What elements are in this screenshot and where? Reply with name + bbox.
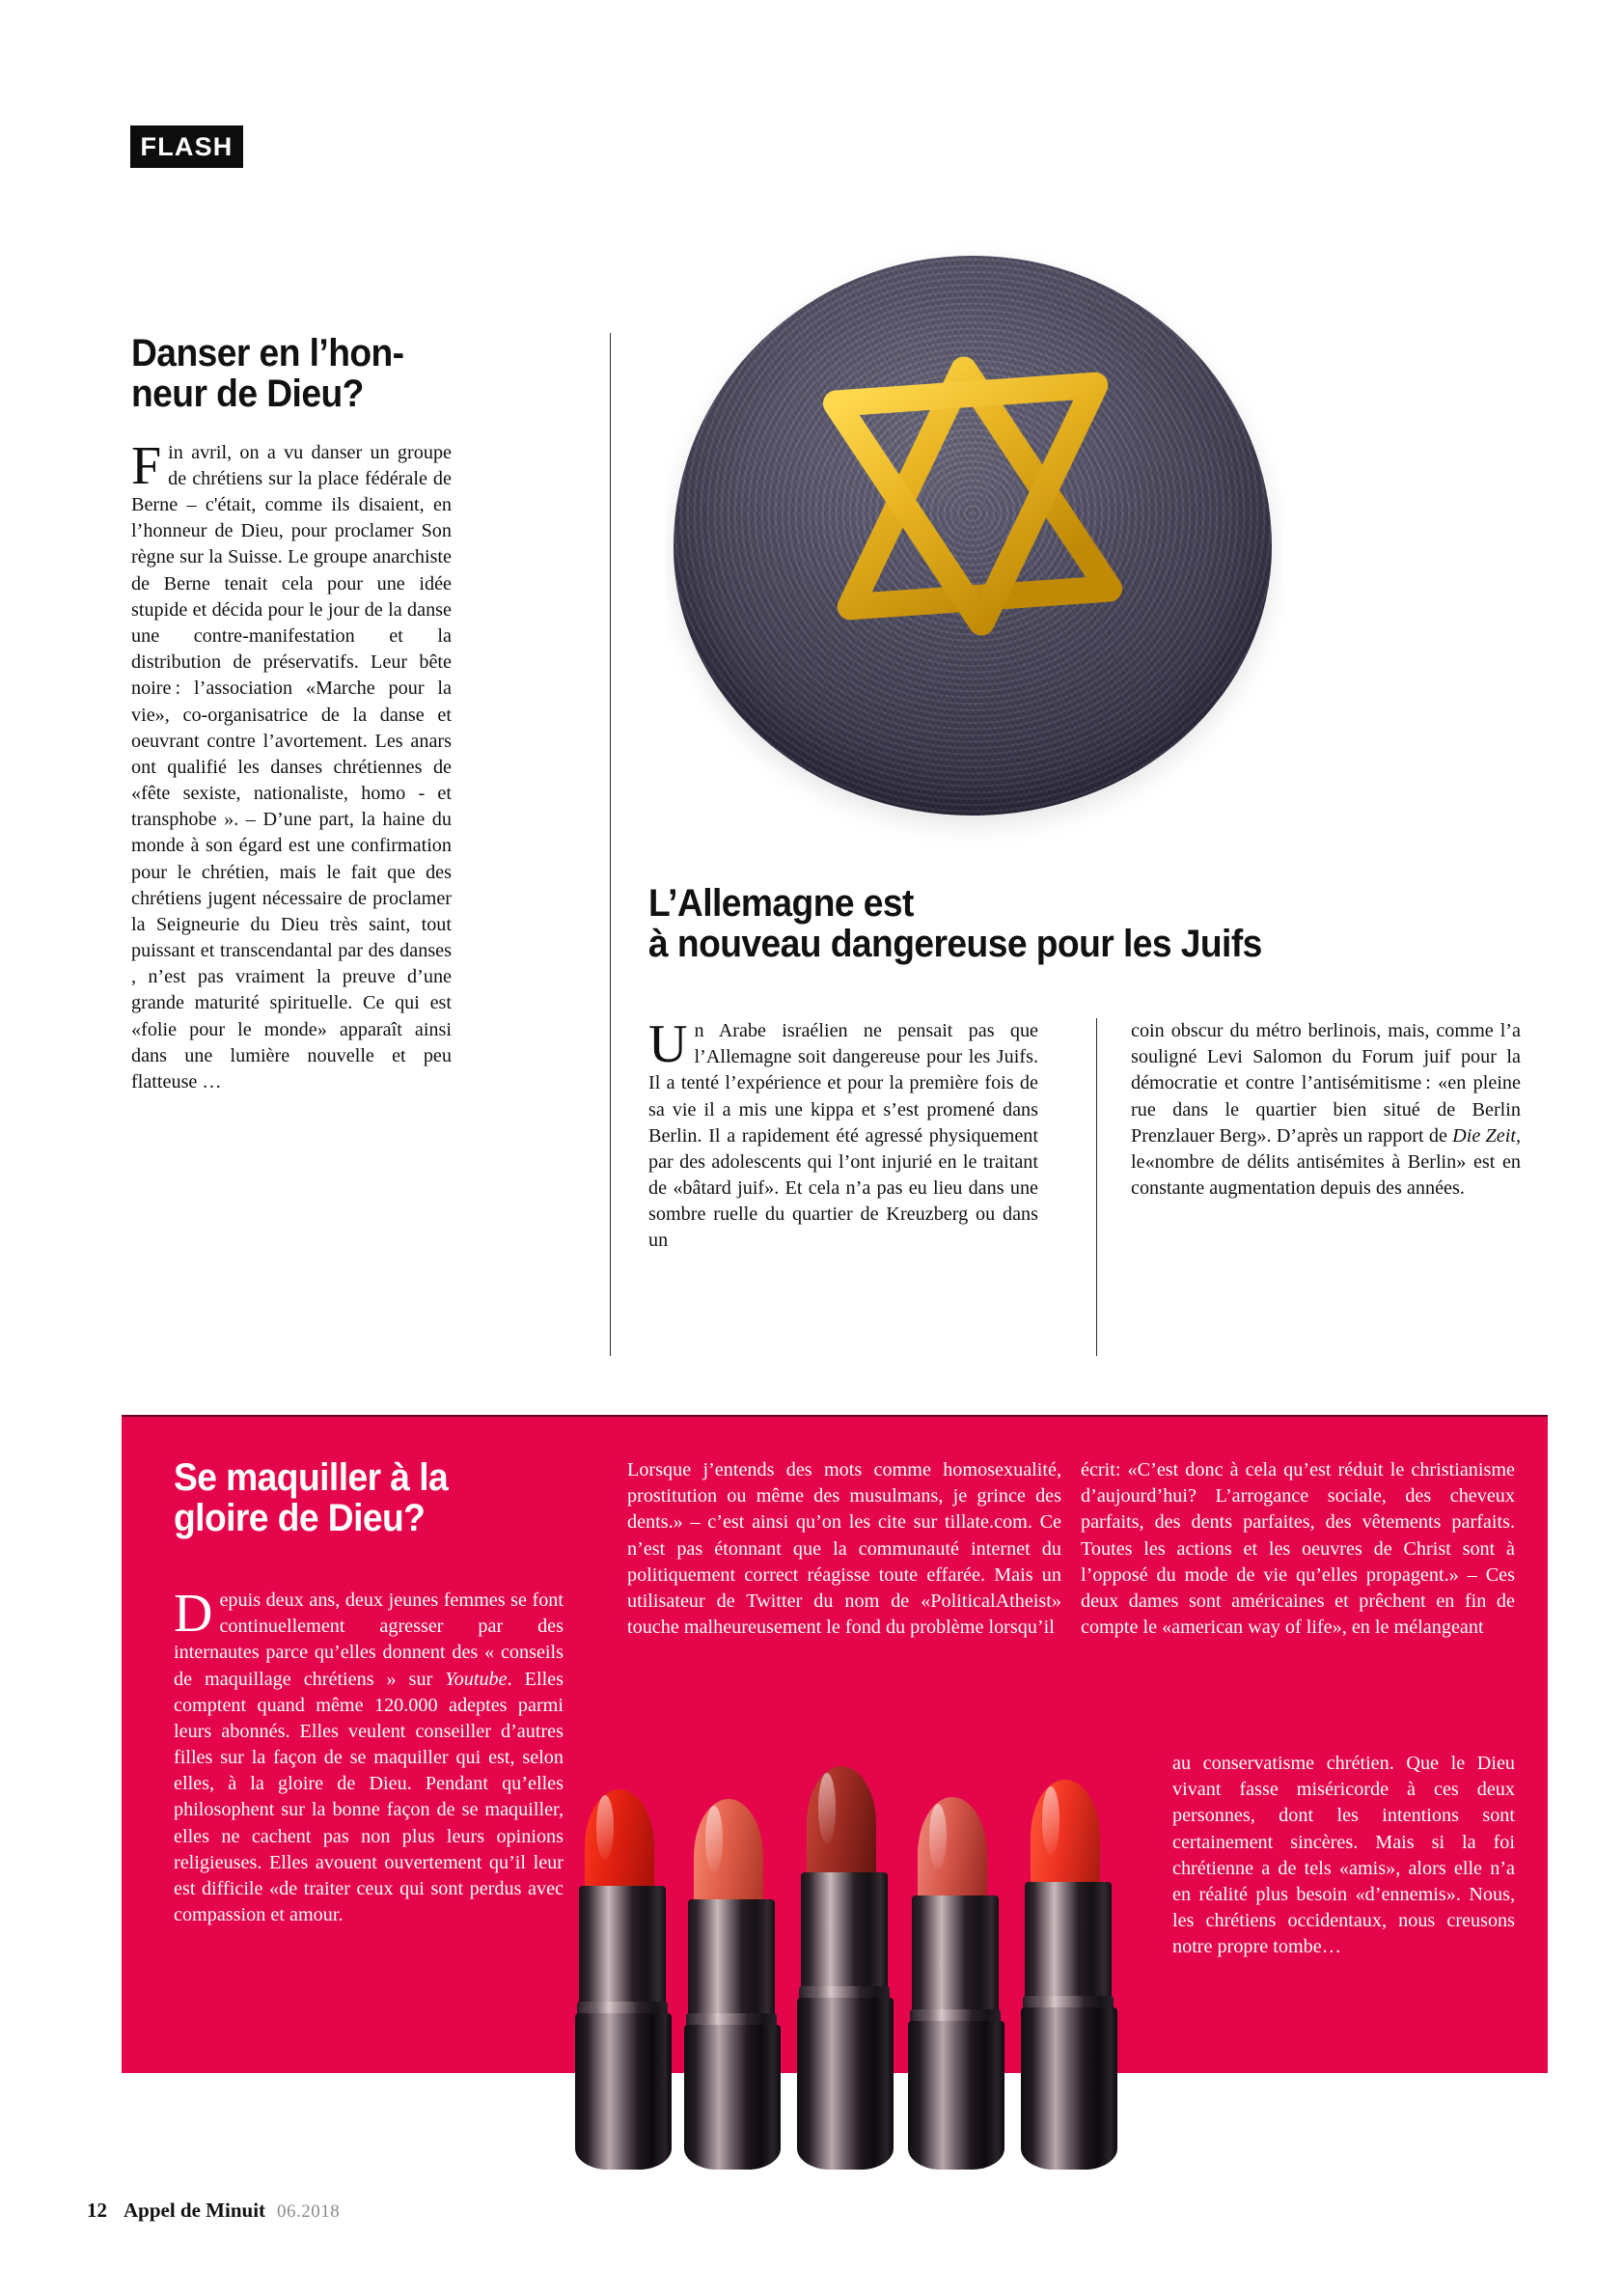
lipstick-bullet-4 xyxy=(918,1797,987,1903)
headline-line-1: Se maquiller à la xyxy=(174,1456,449,1499)
col2-citation-italic: Die Zeit, xyxy=(1452,1124,1521,1147)
article-maquiller-col3-top: écrit: «C’est donc à cela qu’est réduit le christianisme d’aujourd’hui? L’arrogance sociale, des cheveux parfaits, des dents parfaites, des vêtements parfaits. Toutes les actions et les oeuvres de Christ sont à l’opposé du mode de vie qu’elles propagent.» – Ces deux dames sont américaines et prêchent en fin de compte le «american way of life», en le mélangeant xyxy=(1081,1459,1515,1639)
lipstick-2 xyxy=(684,1785,781,2170)
article-allemagne-header xyxy=(648,883,1555,965)
lipstick-5 xyxy=(1021,1764,1117,2170)
headline-line-1: L’Allemagne est xyxy=(648,882,914,925)
lipstick-bullet-2 xyxy=(694,1799,763,1907)
col1-text-pre: Depuis deux ans, deux jeunes femmes se font continuellement agresser par des internautes parce qu’elles donnent des « conseils de maquillage chrétiens » sur xyxy=(174,1584,564,1690)
column-divider xyxy=(610,333,611,1356)
footer-page-number: 12 xyxy=(87,2199,107,2222)
lipstick-tube-base-3 xyxy=(797,1998,894,2170)
lipstick-bullet-1 xyxy=(585,1789,654,1894)
article-maquiller-header xyxy=(174,1457,589,1539)
article-maquiller-headline xyxy=(174,1457,560,1539)
headline-line-2: neur de Dieu? xyxy=(131,373,364,416)
article-allemagne-headline xyxy=(648,883,1492,965)
footer-magazine-title: Appel de Minuit xyxy=(124,2199,266,2222)
article-maquiller-col1 xyxy=(174,1584,564,1928)
lipstick-tube-base-4 xyxy=(908,2021,1004,2170)
article-allemagne-col2 xyxy=(1131,1018,1521,1202)
col2-text-post: le«nombre de délits antisémites à Berlin» est en constante augmentation depuis des années. xyxy=(1131,1150,1521,1200)
lipstick-4 xyxy=(908,1782,1004,2170)
column-divider xyxy=(1096,1018,1097,1356)
article-allemagne-col1: Un Arabe israélien ne pensait pas que l’Allemagne soit dangereuse pour les Juifs. Il a tenté l’expérience et pour la première fois de sa vie il a mis une kippa et s’est promené dans Berlin. Il a rapidement été agressé physiquement par des adolescents qui l’ont injurié en le traitant de «bâtard juif». Et cela n’a pas eu lieu dans une sombre ruelle du quartier de Kreuzberg ou dans un xyxy=(648,1014,1038,1252)
headline-line-2: gloire de Dieu? xyxy=(174,1497,426,1540)
headline-line-2: à nouveau dangereuse pour les Juifs xyxy=(648,923,1262,966)
lipstick-tube-top-5 xyxy=(1025,1882,1112,2000)
kippah-photo xyxy=(666,232,1283,869)
lipstick-bullet-5 xyxy=(1031,1780,1100,1890)
article-danser-body: Fin avril, on a vu danser un groupe de chrétiens sur la place fédérale de Berne – c'était, comme ils disaient, en l’honneur de Dieu, pour proclamer Son règne sur la Suisse. Le groupe anarchiste de Berne tenait cela pour une idée stupide et décida pour le jour de la danse une contre-manifestation et la distribution de préservatifs. Leur bête noire : l’association «Marche pour la vie», co-organisatrice de la danse et oeuvrant contre l’avortement. Les anars ont qualifié les danses chrétiennes de «fête sexiste, nationaliste, homo - et transphobe ». – D’une part, la haine du monde à son égard est une confirmation pour le chrétien, mais le fait que des chrétiens jugent nécessaire de proclamer la Seigneurie du Dieu très saint, tout puissant et transcendantal par des danses , n’est pas vraiment la preuve d’une grande maturité spirituelle. Ce qui est «folie pour le monde» apparaît ainsi dans une lumière nouvelle et peu flatteuse … xyxy=(131,435,452,1093)
lipstick-tube-top-2 xyxy=(688,1899,775,2017)
article-danser xyxy=(131,333,452,1095)
footer-issue-date: 06.2018 xyxy=(277,2201,341,2222)
page-footer xyxy=(87,2199,340,2223)
lipstick-tube-base-1 xyxy=(575,2013,672,2170)
lipstick-tube-base-5 xyxy=(1021,2007,1117,2170)
lipstick-tube-base-2 xyxy=(684,2025,781,2170)
lipstick-tube-top-3 xyxy=(801,1872,888,1990)
lipstick-tube-top-4 xyxy=(912,1895,999,2013)
article-maquiller-col3-bottom: au conservatisme chrétien. Que le Dieu vivant fasse miséricorde à ces deux personnes, dont les intentions sont certainement sincères. Mais si la foi chrétienne a de tels «amis», alors elle n’a en réalité plus besoin «d’ennemis». Nous, les chrétiens occidentaux, nous creusons notre propre tombe… xyxy=(1172,1753,1515,1958)
lipstick-bullet-3 xyxy=(807,1766,876,1880)
kippah-cap xyxy=(674,256,1272,816)
article-danser-headline xyxy=(131,333,429,415)
col2-text-pre: coin obscur du métro berlinois, mais, comme l’a souligné Levi Salomon du Forum juif pour la démocratie et contre l’antisémitisme : «en pleine rue dans le quartier bien situé de Berlin Prenzlauer Berg». D’après un rapport de xyxy=(1131,1020,1521,1147)
star-of-david-icon xyxy=(809,346,1137,649)
headline-line-1: Danser en l’hon- xyxy=(131,332,404,374)
col1-youtube-italic: Youtube xyxy=(445,1668,508,1690)
col1-text-post: . Elles comptent quand même 120.000 adeptes parmi leurs abonnés. Elles veulent conseiller d’autres filles sur la façon de se maquiller qui est, selon elles, à la gloire de Dieu. Pendant qu’elles philosophent sur la bonne façon de se maquiller, elles ne cachent pas non plus leurs opinions religieuses. Elles avouent ouvertement qu’il leur est difficile «de traiter ceux qui sont perdus avec compassion et amour. xyxy=(174,1668,564,1926)
lipstick-3 xyxy=(797,1755,894,2170)
section-badge xyxy=(130,125,243,168)
lipsticks-photo xyxy=(575,1755,1125,2170)
section-badge-label: FLASH xyxy=(140,131,234,161)
lipstick-tube-top-1 xyxy=(579,1886,666,2006)
article-maquiller-col2: Lorsque j’entends des mots comme homosexualité, prostitution ou même des musulmans, je grince des dents.» – c’est ainsi qu’on les cite sur tillate.com. Ce n’est pas étonnant que la communauté internet du politiquement correct réagisse toute effarée. Mais un utilisateur de Twitter du nom de «PoliticalAtheist» touche malheureusement le fond du problème lorsqu’il xyxy=(627,1459,1061,1639)
lipstick-1 xyxy=(575,1768,672,2170)
